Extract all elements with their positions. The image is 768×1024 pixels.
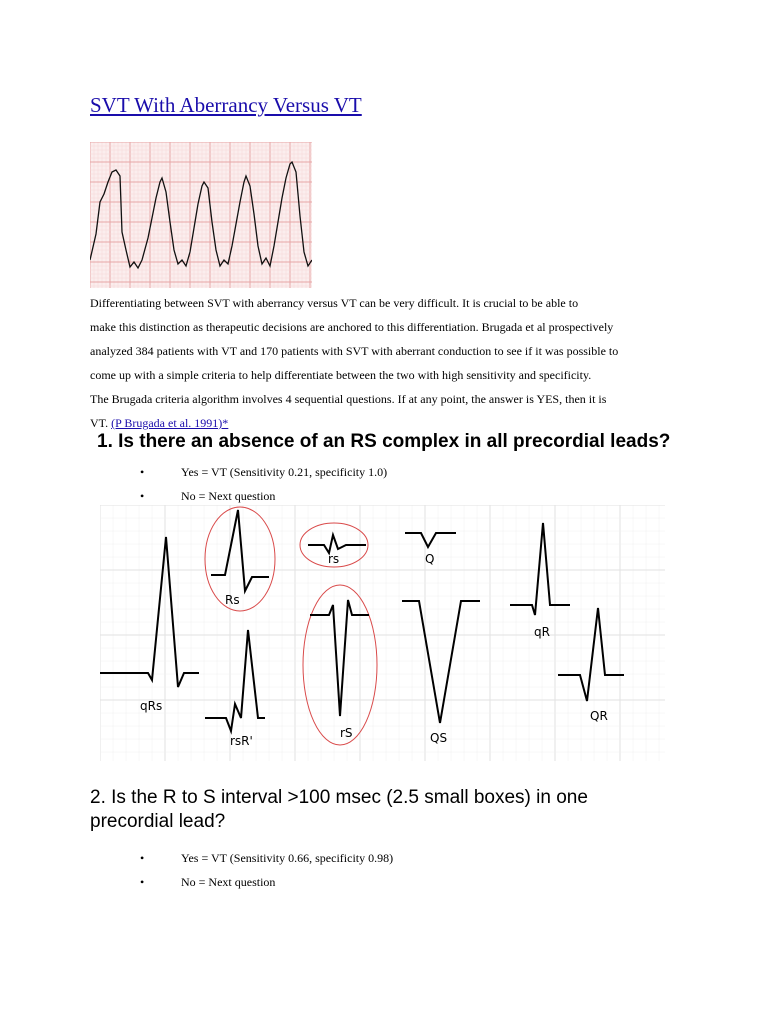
qrs-morphology-diagram: [100, 505, 665, 761]
reference-link[interactable]: (P Brugada et al. 1991)*: [111, 416, 229, 430]
label-Rs: Rs: [225, 593, 240, 607]
label-qR: qR: [534, 625, 550, 639]
intro-line-6: [90, 415, 690, 431]
label-Q: Q: [425, 552, 435, 566]
label-QR: QR: [590, 709, 608, 723]
label-rsR: rsR': [230, 734, 253, 748]
q2-bullet-yes: [140, 851, 393, 866]
bullet-dot: •: [140, 465, 145, 479]
ecg-rhythm-strip-image: [90, 142, 312, 288]
q2-bullet-yes-text: Yes = VT (Sensitivity 0.66, specificity 0.98): [181, 851, 394, 865]
bullet-dot: •: [140, 851, 145, 865]
label-rS: rS: [340, 726, 353, 740]
q1-bullet-yes: [140, 465, 387, 480]
q1-bullet-no: [140, 489, 275, 504]
bullet-dot: •: [140, 489, 145, 503]
bullet-dot: •: [140, 875, 145, 889]
page-title-link[interactable]: SVT With Aberrancy Versus VT: [90, 93, 362, 117]
label-rs: rs: [328, 552, 340, 566]
question-2-heading: 2. Is the R to S interval >100 msec (2.5 small boxes) in one precordial lead?: [90, 787, 588, 832]
question-1-heading: 1. Is there an absence of an RS complex in all precordial leads?: [97, 431, 671, 452]
intro-line-1: Differentiating between SVT with aberrancy versus VT can be very difficult. It is crucial to be able to: [90, 296, 579, 310]
q1-bullet-yes-text: Yes = VT (Sensitivity 0.21, specificity 1.0): [181, 465, 388, 479]
label-QS: QS: [430, 731, 448, 745]
intro-line-3: analyzed 384 patients with VT and 170 patients with SVT with aberrant conduction to see if it was possible to: [90, 344, 619, 358]
intro-line-4: come up with a simple criteria to help differentiate between the two with high sensitivity and specificity.: [90, 368, 592, 382]
intro-last-prefix: VT.: [90, 416, 112, 430]
q1-bullet-no-text: No = Next question: [181, 489, 276, 503]
q2-bullet-no-text: No = Next question: [181, 875, 276, 889]
label-qRs: qRs: [140, 699, 163, 713]
intro-line-5: The Brugada criteria algorithm involves 4 sequential questions. If at any point, the answer is YES, then it is: [90, 392, 607, 406]
q2-bullet-no: [140, 875, 275, 890]
intro-line-2: make this distinction as therapeutic decisions are anchored to this differentiation. Brugada et al prospectively: [90, 320, 614, 334]
